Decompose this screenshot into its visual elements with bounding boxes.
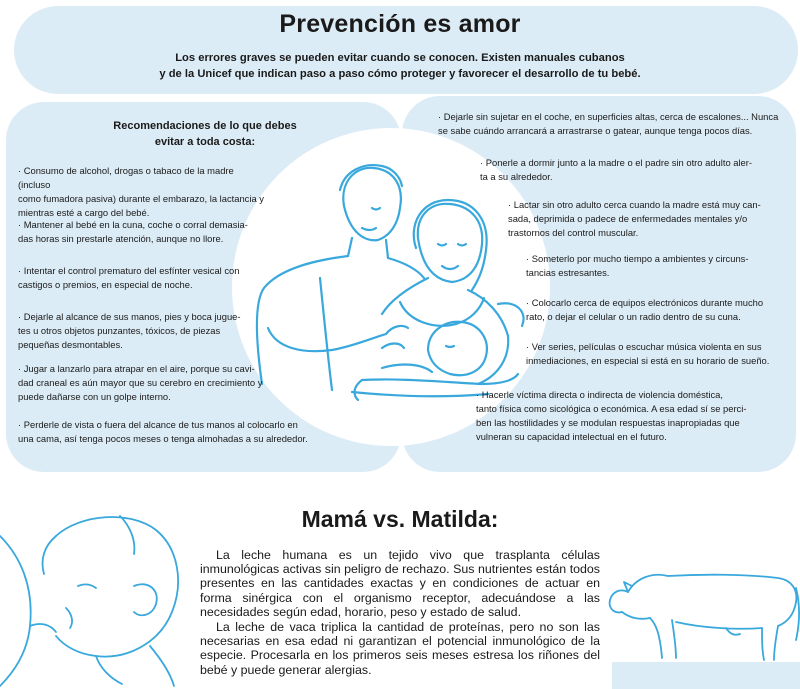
breastfeeding-baby-illustration bbox=[0, 496, 200, 689]
item-line: · Someterlo por mucho tiempo a ambientes y circuns- bbox=[526, 253, 749, 264]
list-item bbox=[18, 310, 248, 352]
list-item bbox=[526, 296, 786, 324]
item-line: · Hacerle víctima directa o indirecta de violencia doméstica, bbox=[476, 389, 723, 400]
list-item bbox=[18, 362, 278, 404]
item-line: · Consumo de alcohol, drogas o tabaco de la madre (incluso bbox=[18, 165, 234, 190]
list-item bbox=[480, 156, 780, 184]
item-line: inmediaciones, en especial si está en su horario de sueño. bbox=[526, 355, 770, 366]
item-line: · Dejarle al alcance de sus manos, pies y boca jugue- bbox=[18, 311, 241, 322]
intro-text bbox=[150, 50, 650, 82]
item-line: · Mantener al bebé en la cuna, coche o corral demasia- bbox=[18, 219, 248, 230]
item-line: tanto física como sicológica o económica. A esa edad sí se perci- bbox=[476, 403, 747, 414]
item-line: das horas sin prestarle atención, aunque no llore. bbox=[18, 233, 224, 244]
recommendations-heading bbox=[90, 118, 320, 150]
item-line: tes u otros objetos punzantes, tóxicos, de piezas bbox=[18, 325, 221, 336]
cow-milk-paragraph: La leche de vaca triplica la cantidad de proteínas, pero no son las necesarias en esa edad ni garantizan el potencial inmunológico de la especie. Procesarla en los primeros seis meses estresa los riñones del bebé y puede generar alergias. bbox=[200, 620, 600, 677]
heading-line: evitar a toda costa: bbox=[154, 136, 256, 148]
item-line: · Perderle de vista o fuera del alcance de tus manos al colocarlo en bbox=[18, 419, 298, 430]
item-line: castigos o premios, en especial de noche. bbox=[18, 279, 193, 290]
item-line: puede dañarse con un golpe interno. bbox=[18, 391, 171, 402]
intro-line: Los errores graves se pueden evitar cuando se conocen. Existen manuales cubanos bbox=[175, 52, 625, 64]
item-line: · Colocarlo cerca de equipos electrónicos durante mucho bbox=[526, 297, 764, 308]
list-item bbox=[476, 388, 786, 444]
list-item bbox=[438, 110, 788, 138]
item-line: rato, o dejar el celular o un radio dentro de su cuna. bbox=[526, 311, 741, 322]
human-milk-paragraph: La leche humana es un tejido vivo que trasplanta células inmunológicas activas sin peligro de rechazo. Sus nutrientes están todos presentes en las cantidades exactas y en condiciones de actuar en forma sinérgica con el organismo receptor, adecuándose a las necesidades según edad, horario, peso y estado de salud. bbox=[200, 548, 600, 619]
list-item bbox=[526, 252, 786, 280]
cow-illustration bbox=[606, 548, 800, 668]
list-item bbox=[18, 418, 318, 446]
item-line: · Ver series, películas o escuchar música violenta en sus bbox=[526, 341, 762, 352]
item-line: trastornos del control muscular. bbox=[508, 227, 639, 238]
comparison-title: Mamá vs. Matilda: bbox=[301, 506, 499, 532]
list-item bbox=[18, 264, 248, 292]
item-line: se sabe cuándo arrancará a arrastrarse o gatear, aunque tenga pocos días. bbox=[438, 125, 753, 136]
list-item bbox=[18, 218, 258, 246]
item-line: · Intentar el control prematuro del esfínter vesical con bbox=[18, 265, 240, 276]
item-line: vulneran su capacidad intelectual en el futuro. bbox=[476, 431, 667, 442]
item-line: ben las hostilidades y se modulan respuestas inapropiadas que bbox=[476, 417, 740, 428]
item-line: ta a su alrededor. bbox=[480, 171, 553, 182]
item-line: tancias estresantes. bbox=[526, 267, 610, 278]
list-item bbox=[526, 340, 786, 368]
intro-line: y de la Unicef que indican paso a paso cómo proteger y favorecer el desarrollo de tu bebé. bbox=[159, 68, 641, 80]
item-line: sada, deprimida o padece de enfermedades mentales y/o bbox=[508, 213, 748, 224]
item-line: pequeñas desmontables. bbox=[18, 339, 123, 350]
item-line: · Dejarle sin sujetar en el coche, en superficies altas, cerca de escalones... Nunca bbox=[438, 111, 779, 122]
list-item bbox=[18, 164, 268, 220]
item-line: · Ponerle a dormir junto a la madre o el padre sin otro adulto aler- bbox=[480, 157, 753, 168]
item-line: mientras esté a cargo del bebé. bbox=[18, 207, 150, 218]
item-line: dad craneal es aún mayor que su cerebro en crecimiento y bbox=[18, 377, 263, 388]
list-item bbox=[508, 198, 788, 240]
item-line: · Jugar a lanzarlo para atrapar en el aire, porque su cavi- bbox=[18, 363, 255, 374]
item-line: · Lactar sin otro adulto cerca cuando la madre está muy can- bbox=[508, 199, 761, 210]
page-title: Prevención es amor bbox=[279, 10, 521, 38]
item-line: una cama, así tenga pocos meses o tenga almohadas a su alrededor. bbox=[18, 433, 308, 444]
heading-line: Recomendaciones de lo que debes bbox=[113, 120, 297, 132]
item-line: como fumadora pasiva) durante el embarazo, la lactancia y bbox=[18, 193, 264, 204]
